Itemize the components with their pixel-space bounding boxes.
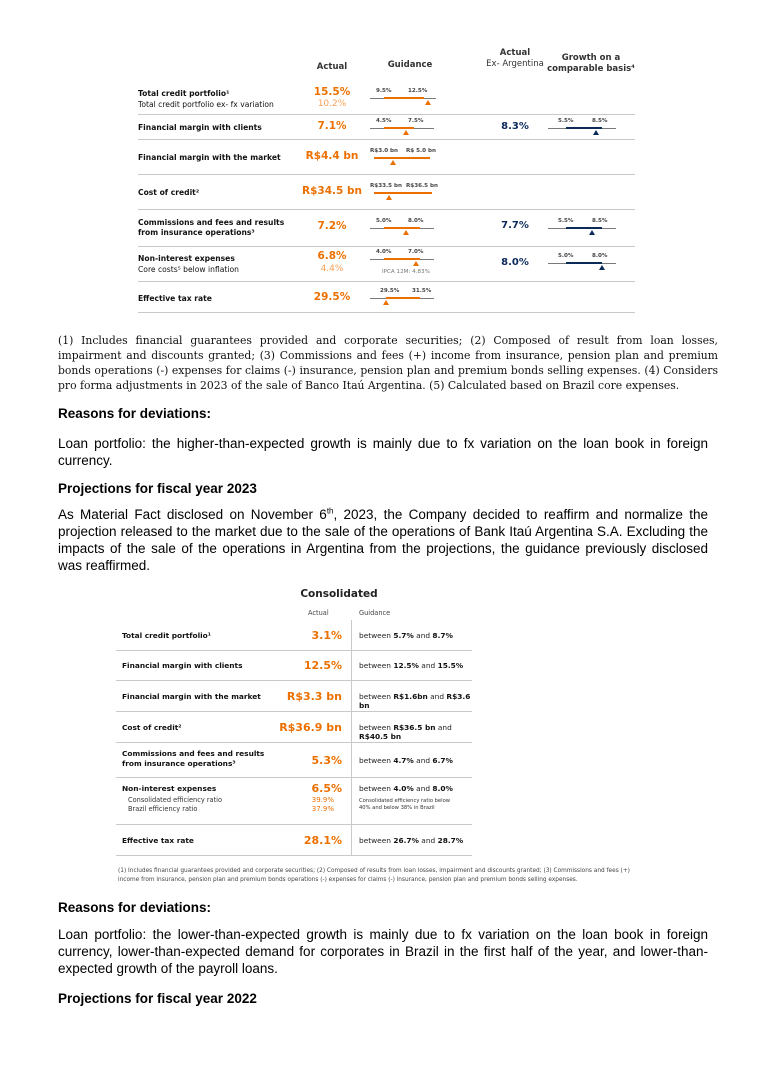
table-row: Commissions and fees and results from insurance operations³ 5.3% between 4.7% and 6.7% (116, 743, 472, 778)
actual-marker-icon (425, 100, 431, 105)
guidance-range-bar: 29.5% 31.5% (370, 288, 450, 310)
actual-marker-icon (390, 160, 396, 165)
col-growth-comparable: Growth on a comparable basis⁴ (547, 53, 635, 74)
actual-marker-icon (403, 130, 409, 135)
actual-marker-icon (589, 230, 595, 235)
actual-marker-icon (593, 130, 599, 135)
table-row: Non-interest expenses Core costs⁵ below inflation 6.8% 4.4% 4.0% 7.0% IPCA 12M: 4.83% 8.0% 5.0% 8.0% (138, 247, 635, 282)
col-actual-ex-argentina: Actual Ex- Argentina (486, 48, 544, 69)
table-header (138, 48, 635, 84)
table-subheader: Actual Guidance (308, 609, 391, 617)
table-row: Financial margin with clients 7.1% 4.5% 7.5% 8.3% 5.5% 8.5% (138, 115, 635, 140)
paragraph: As Material Fact disclosed on November 6th, 2023, the Company decided to reaffirm and normalize the projection released to the market due to the sale of the operations of Bank Itaú Argentina S.A. Excluding the impacts of the sale of the operations in Argentina from the projections, the guidance previously disclosed was reaffirmed. (58, 506, 708, 573)
actual-marker-icon (386, 195, 392, 200)
guidance-range-bar: R$3.0 bn R$ 5.0 bn (370, 148, 450, 170)
comparable-range-bar: 5.0% 8.0% (548, 253, 628, 275)
table-title: Consolidated (300, 588, 378, 600)
section-heading: Projections for fiscal year 2022 (58, 991, 257, 1006)
actual-marker-icon (403, 230, 409, 235)
table-footnote: (1) Includes financial guarantees provided and corporate securities; (2) Composed of results from loan losses, impairment and discounts granted; (3) Commissions and fees (+) income from insurance, pension plan and premium bonds operations (-) expenses for claims (-) insurance, pension plan and premium bonds selling expenses. (118, 868, 630, 883)
table-row: Effective tax rate 29.5% 29.5% 31.5% (138, 282, 635, 313)
guidance-range-bar: 9.5% 12.5% (370, 88, 450, 110)
actual-marker-icon (599, 265, 605, 270)
guidance-range-bar: 4.0% 7.0% (370, 249, 450, 271)
table-row: Financial margin with the market R$3.3 bn between R$1.6bn and R$3.6 bn (116, 681, 472, 712)
paragraph: Loan portfolio: the higher-than-expected growth is mainly due to fx variation on the loan book in foreign currency. (58, 436, 708, 468)
comparable-range-bar: 5.5% 8.5% (548, 218, 628, 240)
table-row: Cost of credit² R$36.9 bn between R$36.5 bn and R$40.5 bn (116, 712, 472, 743)
guidance-range-bar: 4.5% 7.5% (370, 118, 450, 140)
table-row: Commissions and fees and results from insurance operations³ 7.2% 5.0% 8.0% 7.7% 5.5% 8.5% (138, 210, 635, 247)
table-row: Total credit portfolio¹ Total credit portfolio ex- fx variation 15.5% 10.2% 9.5% 12.5% (138, 84, 635, 115)
section-heading: Reasons for deviations: (58, 900, 212, 915)
actual-marker-icon (413, 261, 419, 266)
table-row: Cost of credit² R$34.5 bn R$33.5 bn R$36.5 bn (138, 175, 635, 210)
table-footnote: (1) Includes financial guarantees provided and corporate securities; (2) Composed of result from loan losses, impairment and discounts granted; (3) Commissions and fees (+) income from insurance, pension plan and premium bonds operations (-) expenses for claims (-) insurance, pension plan and premium bonds selling expenses. (4) Considers pro forma adjustments in 2023 of the sale of Banco Itaú Argentina. (5) Calculated based on Brazil core expenses. (58, 334, 718, 392)
section-heading: Reasons for deviations: (58, 406, 212, 421)
guidance-range-bar: R$33.5 bn R$36.5 bn (370, 183, 450, 205)
table-row: Financial margin with the market R$4.4 bn R$3.0 bn R$ 5.0 bn (138, 140, 635, 175)
guidance-range-bar: 5.0% 8.0% (370, 218, 450, 240)
table-row: Financial margin with clients 12.5% between 12.5% and 15.5% (116, 651, 472, 681)
col-guidance: Guidance (387, 60, 433, 70)
guidance-table-2023 (138, 48, 635, 313)
comparable-range-bar: 5.5% 8.5% (548, 118, 628, 140)
actual-marker-icon (383, 300, 389, 305)
table-row: Non-interest expenses Consolidated efficiency ratio Brazil efficiency ratio 6.5% 39.9% 37.9% between 4.0% and 8.0% Consolidated efficiency ratio below 40% and below 38% in Brazil (116, 778, 472, 825)
paragraph: Loan portfolio: the lower-than-expected growth is mainly due to fx variation on the loan book in foreign currency, lower-than-expected demand for corporates in Brazil in the first half of the year, and lower-than-expected growth of the payroll loans. (58, 927, 708, 976)
section-heading: Projections for fiscal year 2023 (58, 481, 257, 496)
table-row: Total credit portfolio¹ 3.1% between 5.7% and 8.7% (116, 620, 472, 651)
table-row: Effective tax rate 28.1% between 26.7% and 28.7% (116, 825, 472, 856)
col-actual: Actual (316, 62, 348, 72)
consolidated-guidance-table (116, 588, 472, 856)
